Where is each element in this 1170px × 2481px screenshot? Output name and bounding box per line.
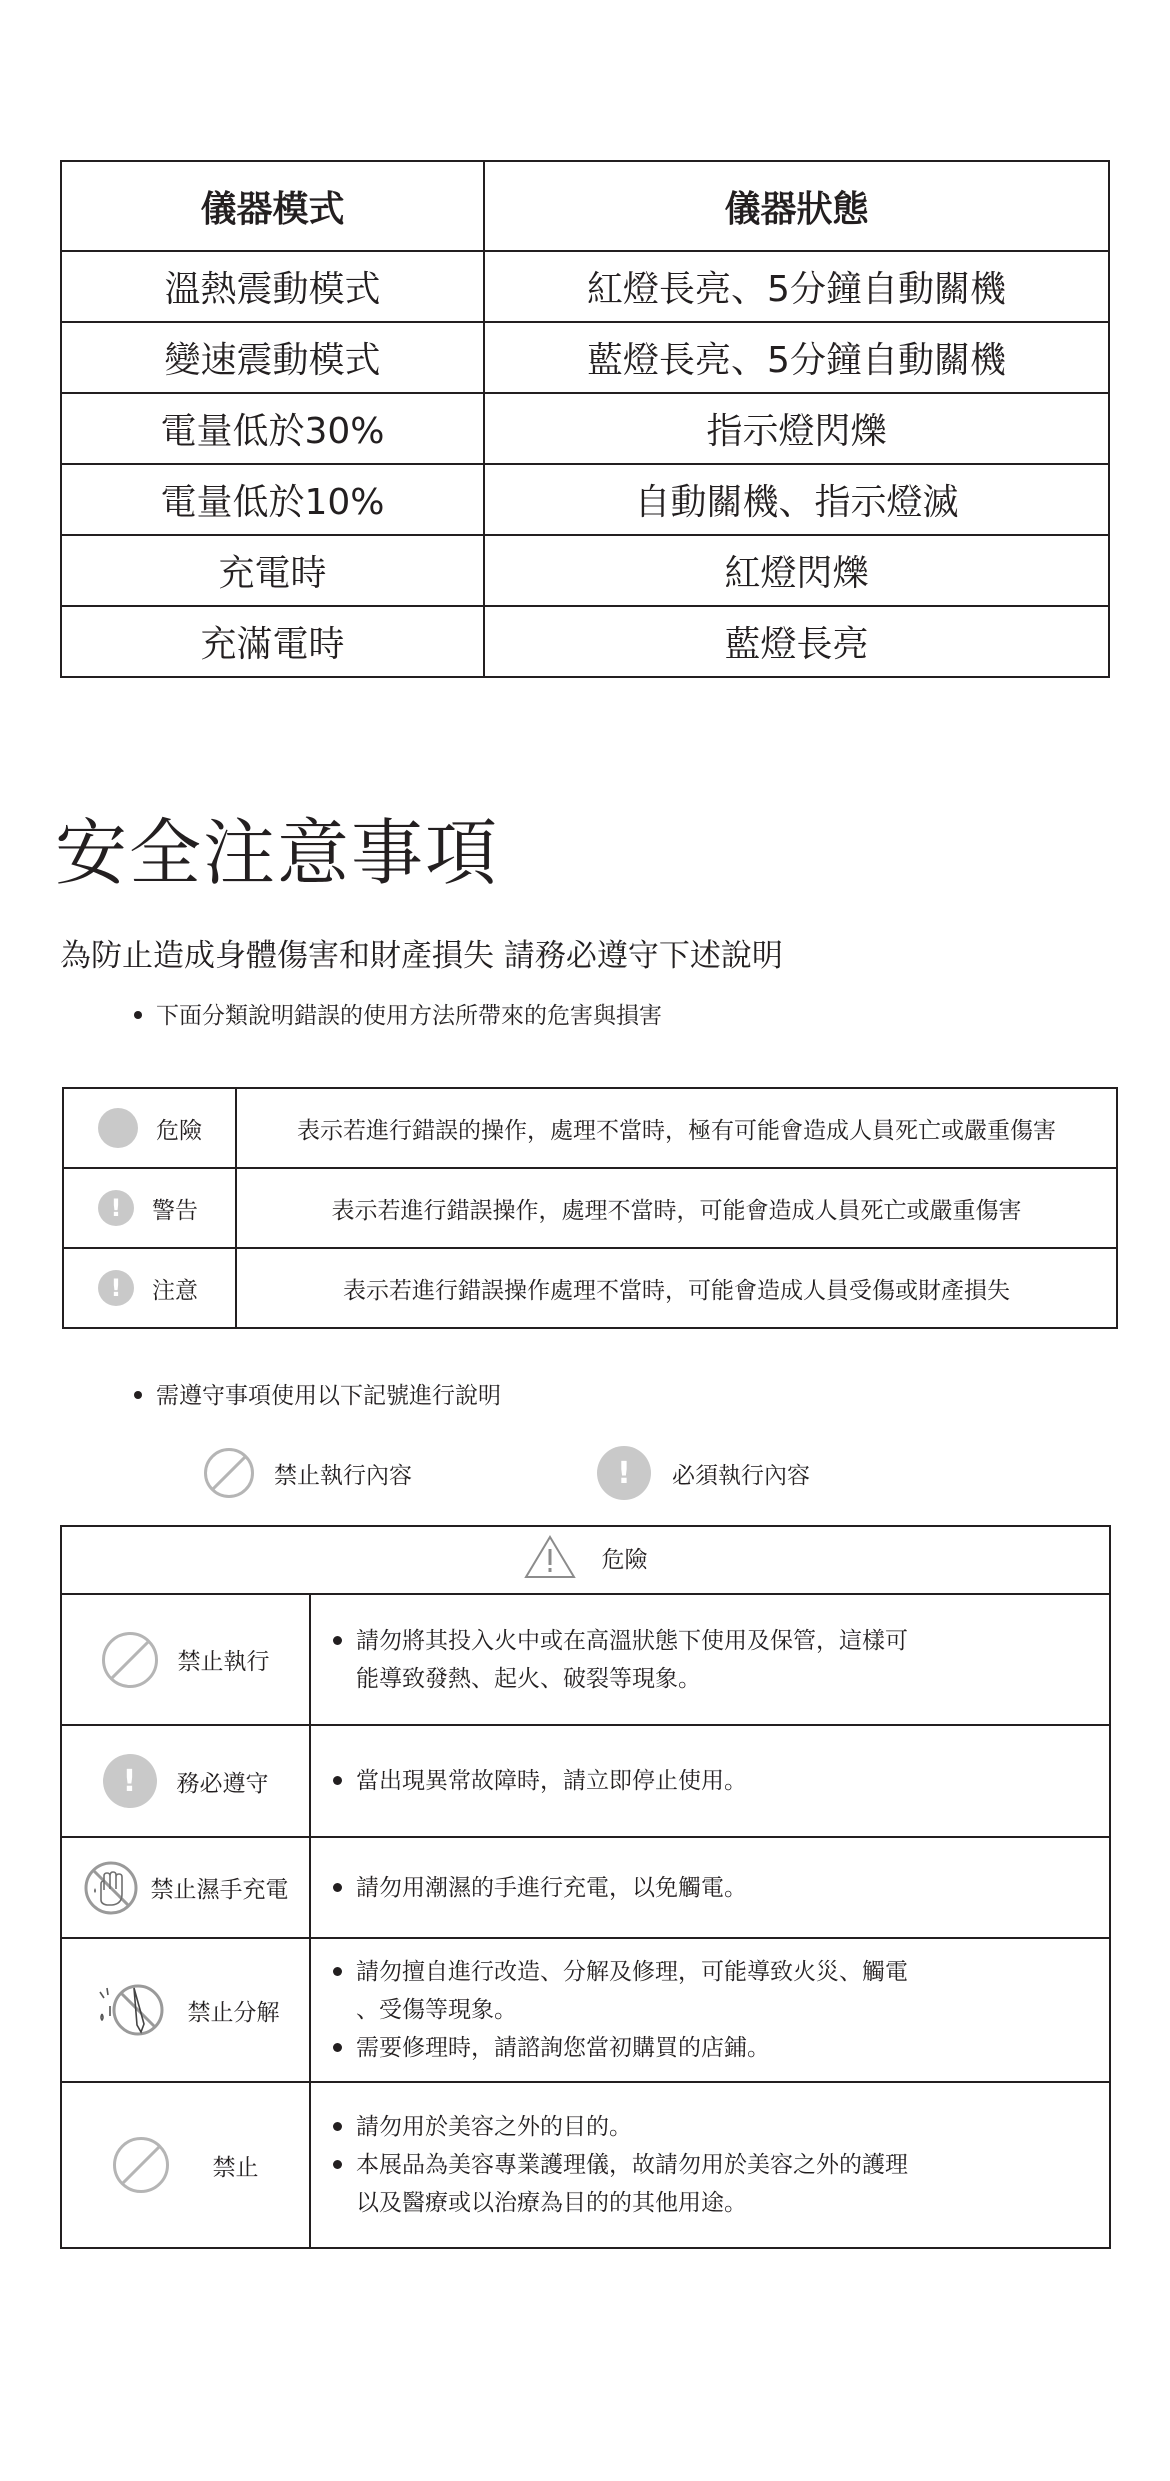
symbol-prohibit bbox=[204, 1448, 412, 1498]
exclamation-icon: ! bbox=[103, 1754, 157, 1808]
table-row bbox=[61, 1837, 1110, 1938]
level-description: 表示若進行錯誤操作處理不當時，可能會造成人員受傷或財產損失 bbox=[236, 1248, 1117, 1328]
mode-cell: 溫熱震動模式 bbox=[61, 251, 484, 322]
bullet-dot bbox=[134, 1391, 142, 1399]
table-row bbox=[63, 1088, 1117, 1168]
symbol-label: 禁止執行內容 bbox=[274, 1462, 412, 1489]
mode-cell: 充電時 bbox=[61, 535, 484, 606]
bullet-dot bbox=[333, 2160, 342, 2169]
prohibit-icon bbox=[113, 2137, 169, 2193]
table-header-row bbox=[61, 161, 1109, 251]
bullet-dot bbox=[333, 1967, 342, 1976]
table-row bbox=[63, 1168, 1117, 1248]
status-cell: 自動關機、指示燈滅 bbox=[484, 464, 1109, 535]
status-cell: 紅燈長亮、5分鐘自動關機 bbox=[484, 251, 1109, 322]
bullet-dot bbox=[333, 1776, 342, 1785]
rule-note-continuation: 以及醫療或以治療為目的的其他用途。 bbox=[356, 2190, 747, 2216]
table-row bbox=[61, 1725, 1110, 1837]
warning-triangle-icon bbox=[524, 1535, 576, 1579]
mode-cell: 變速震動模式 bbox=[61, 322, 484, 393]
rule-note: 請勿將其投入火中或在高溫狀態下使用及保管，這樣可 bbox=[333, 1622, 1109, 1660]
table-row bbox=[61, 322, 1109, 393]
danger-header-label: 危險 bbox=[601, 1546, 648, 1573]
header-mode: 儀器模式 bbox=[61, 161, 484, 251]
level-label: 危險 bbox=[156, 1117, 202, 1144]
prohibit-icon bbox=[204, 1448, 254, 1498]
exclamation-icon: ! bbox=[597, 1446, 651, 1500]
rule-label: 禁止分解 bbox=[187, 1999, 280, 2026]
bullet-text: 需遵守事項使用以下記號進行說明 bbox=[156, 1383, 501, 1409]
danger-table bbox=[60, 1525, 1111, 2249]
prohibit-icon bbox=[102, 1632, 158, 1688]
table-row bbox=[61, 2082, 1110, 2248]
rule-label: 禁止濕手充電 bbox=[150, 1877, 289, 1903]
table-row bbox=[61, 606, 1109, 677]
bullet-note-2 bbox=[134, 1380, 501, 1412]
table-row bbox=[61, 251, 1109, 322]
no-disassemble-icon bbox=[92, 1980, 168, 2040]
bullet-text: 下面分類說明錯誤的使用方法所帶來的危害與損害 bbox=[156, 1003, 662, 1029]
hazard-level-table bbox=[62, 1087, 1118, 1329]
level-label: 警告 bbox=[152, 1197, 198, 1224]
symbol-must bbox=[597, 1446, 810, 1500]
level-description: 表示若進行錯誤的操作，處理不當時，極有可能會造成人員死亡或嚴重傷害 bbox=[236, 1088, 1117, 1168]
mode-cell: 充滿電時 bbox=[61, 606, 484, 677]
danger-header-row bbox=[61, 1526, 1110, 1594]
symbol-label: 必須執行內容 bbox=[672, 1462, 810, 1489]
header-status: 儀器狀態 bbox=[484, 161, 1109, 251]
table-row bbox=[61, 1594, 1110, 1725]
device-mode-table bbox=[60, 160, 1110, 678]
bullet-note-1 bbox=[134, 1000, 662, 1032]
exclamation-icon: ! bbox=[98, 1190, 134, 1226]
status-cell: 藍燈長亮 bbox=[484, 606, 1109, 677]
status-cell: 紅燈閃爍 bbox=[484, 535, 1109, 606]
rule-note-continuation: 、受傷等現象。 bbox=[356, 1997, 517, 2023]
section-title: 安全注意事項 bbox=[55, 811, 500, 895]
rule-note: 需要修理時，請諮詢您當初購買的店鋪。 bbox=[333, 2029, 1109, 2067]
table-row bbox=[63, 1248, 1117, 1328]
bullet-dot bbox=[333, 1636, 342, 1645]
bullet-dot bbox=[134, 1011, 142, 1019]
level-label: 注意 bbox=[152, 1277, 198, 1304]
rule-note: 當出現異常故障時，請立即停止使用。 bbox=[333, 1762, 1109, 1800]
table-row bbox=[61, 535, 1109, 606]
bullet-dot bbox=[333, 1883, 342, 1892]
rule-label: 禁止執行 bbox=[177, 1649, 270, 1675]
rule-note-continuation: 能導致發熱、起火、破裂等現象。 bbox=[356, 1665, 701, 1692]
status-cell: 藍燈長亮、5分鐘自動關機 bbox=[484, 322, 1109, 393]
level-description: 表示若進行錯誤操作，處理不當時，可能會造成人員死亡或嚴重傷害 bbox=[236, 1168, 1117, 1248]
bullet-dot bbox=[333, 2043, 342, 2052]
table-row bbox=[61, 1938, 1110, 2082]
status-cell: 指示燈閃爍 bbox=[484, 393, 1109, 464]
rule-label: 務必遵守 bbox=[176, 1770, 269, 1797]
exclamation-icon: ! bbox=[98, 1270, 134, 1306]
bullet-dot bbox=[333, 2122, 342, 2131]
rule-label: 禁止 bbox=[212, 2154, 259, 2181]
rule-note: 本展品為美容專業護理儀，故請勿用於美容之外的護理 bbox=[333, 2146, 1109, 2184]
wet-hand-icon bbox=[83, 1860, 139, 1916]
rule-note: 請勿擅自進行改造、分解及修理，可能導致火災、觸電 bbox=[333, 1953, 1109, 1991]
table-row bbox=[61, 393, 1109, 464]
mode-cell: 電量低於30% bbox=[61, 393, 484, 464]
table-row bbox=[61, 464, 1109, 535]
section-subtitle: 為防止造成身體傷害和財產損失 請務必遵守下述說明 bbox=[60, 938, 783, 974]
mode-cell: 電量低於10% bbox=[61, 464, 484, 535]
rule-note: 請勿用於美容之外的目的。 bbox=[333, 2108, 1109, 2146]
rule-note: 請勿用潮濕的手進行充電，以免觸電。 bbox=[333, 1869, 1109, 1907]
circle-icon bbox=[98, 1108, 138, 1148]
